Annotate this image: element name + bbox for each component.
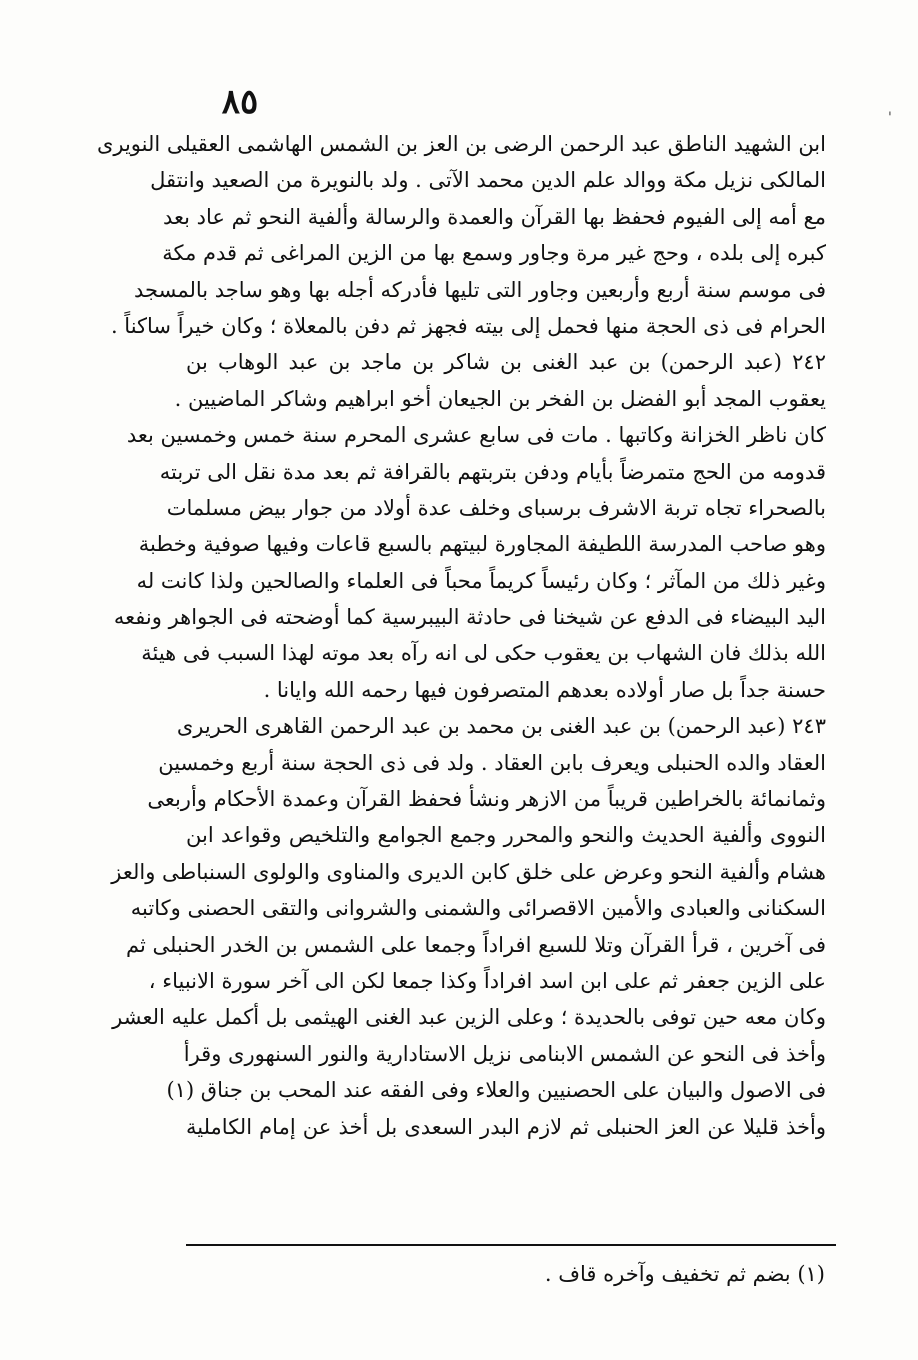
text-line: السكنانى والعبادى والأمين الاقصرائى والشمنى والشروانى والتقى الحصنى وكاتبه — [130, 896, 826, 921]
text-line: فى الاصول والبيان على الحصنيين والعلاء وفى الفقه عند المحب بن جناق (١) — [166, 1078, 826, 1103]
text-line: وأخذ قليلا عن العز الحنبلى ثم لازم البدر السعدى بل أخذ عن إمام الكاملية — [186, 1114, 826, 1139]
text-line: ابن الشهيد الناطق عبد الرحمن الرضى بن العز بن الشمس الهاشمى العقيلى النويرى — [96, 132, 826, 156]
text-line: مع أمه إلى الفيوم فحفظ بها القرآن والعمدة والرسالة وألفية النحو ثم عاد بعد — [162, 204, 826, 229]
text-line: فى آخرين ، قرأ القرآن وتلا للسبع افراداً وجمعا على الشمس بن الخدر الحنبلى ثم — [126, 932, 826, 957]
text-line: على الزين جعفر ثم على ابن اسد افراداً وكذا جمعا لكن الى آخر سورة الانبياء ، — [148, 968, 826, 993]
text-line: يعقوب المجد أبو الفضل بن الفخر بن الجيعان أخو ابراهيم وشاكر الماضيين . — [174, 386, 826, 411]
text-line: اليد البيضاء فى الدفع عن شيخنا فى حادثة البيبرسية كما أوضحته فى الجواهر ونفعه — [113, 605, 826, 630]
text-line: وكان معه حين توفى بالحديدة ؛ وعلى الزين عبد الغنى الهيثمى بل أكمل عليه العشر — [112, 1005, 826, 1030]
footnote: (١) بضم ثم تخفيف وآخره قاف . — [544, 1262, 825, 1286]
page-number: ٨٥ — [221, 82, 259, 122]
text-line: هشام وألفية النحو وعرض على خلق كابن الديرى والمناوى والولوى السنباطى والعز — [111, 859, 826, 884]
text-line: الحرام فى ذى الحجة منها فحمل إلى بيته فجهز ثم دفن بالمعلاة ؛ وكان خيراً ساكناً . — [110, 313, 826, 338]
text-line: وغير ذلك من المآثر ؛ وكان رئيساً كريماً محباً فى العلماء والصالحين ولذا كانت له — [136, 568, 826, 593]
text-line: كان ناظر الخزانة وكاتبها . مات فى سابع عشرى المحرم سنة خمس وخمسين بعد — [126, 423, 826, 448]
text-line: النووى وألفية الحديث والنحو والمحرر وجمع الجوامع والتلخيص وقواعد ابن — [186, 823, 826, 848]
text-line: المالكى نزيل مكة ووالد علم الدين محمد الآتى . ولد بالنويرة من الصعيد وانتقل — [150, 168, 826, 193]
footnote-divider — [186, 1244, 836, 1246]
text-line: العقاد والده الحنبلى ويعرف بابن العقاد . ولد فى ذى الحجة سنة أربع وخمسين — [158, 750, 826, 775]
text-line: وأخذ فى النحو عن الشمس الابنامى نزيل الاستادارية والنور السنهورى وقرأ — [183, 1041, 826, 1066]
text-line: ٢٤٢ (عبد الرحمن) بن عبد الغنى بن شاكر بن ماجد بن عبد الوهاب بن — [186, 350, 826, 375]
text-line: بالصحراء تجاه تربة الاشرف برسباى وخلف عدة أولاد من جوار بيض مسلمات — [166, 495, 826, 520]
body-text — [96, 126, 826, 1145]
text-line: كبره إلى بلده ، وحج غير مرة وجاور وسمع بها من الزين المراغى ثم قدم مكة — [162, 241, 826, 266]
text-line: حسنة جداً بل صار أولاده بعدهم المتصرفون فيها رحمه الله وايانا . — [263, 677, 826, 702]
margin-mark: ' — [888, 110, 892, 126]
text-line: ٢٤٣ (عبد الرحمن) بن عبد الغنى بن محمد بن عبد الرحمن القاهرى الحريرى — [176, 714, 826, 739]
text-line: الله بذلك فان الشهاب بن يعقوب حكى لى انه رآه بعد موته لهذا السبب فى هيئة — [141, 641, 826, 666]
text-line: قدومه من الحج متمرضاً بأيام ودفن بتربتهم بالقرافة ثم بعد مدة نقل الى تربته — [159, 459, 826, 484]
text-line: فى موسم سنة أربع وأربعين وجاور التى تليها فأدركه أجله بها وهو ساجد بالمسجد — [134, 277, 826, 302]
text-line: وهو صاحب المدرسة اللطيفة المجاورة لبيتهم بالسبع قاعات وفيها صوفية وخطبة — [138, 532, 826, 557]
text-line: وثمانمائة بالخراطين قريباً من الازهر ونشأ فحفظ القرآن وعمدة الأحكام وأربعى — [147, 787, 826, 812]
